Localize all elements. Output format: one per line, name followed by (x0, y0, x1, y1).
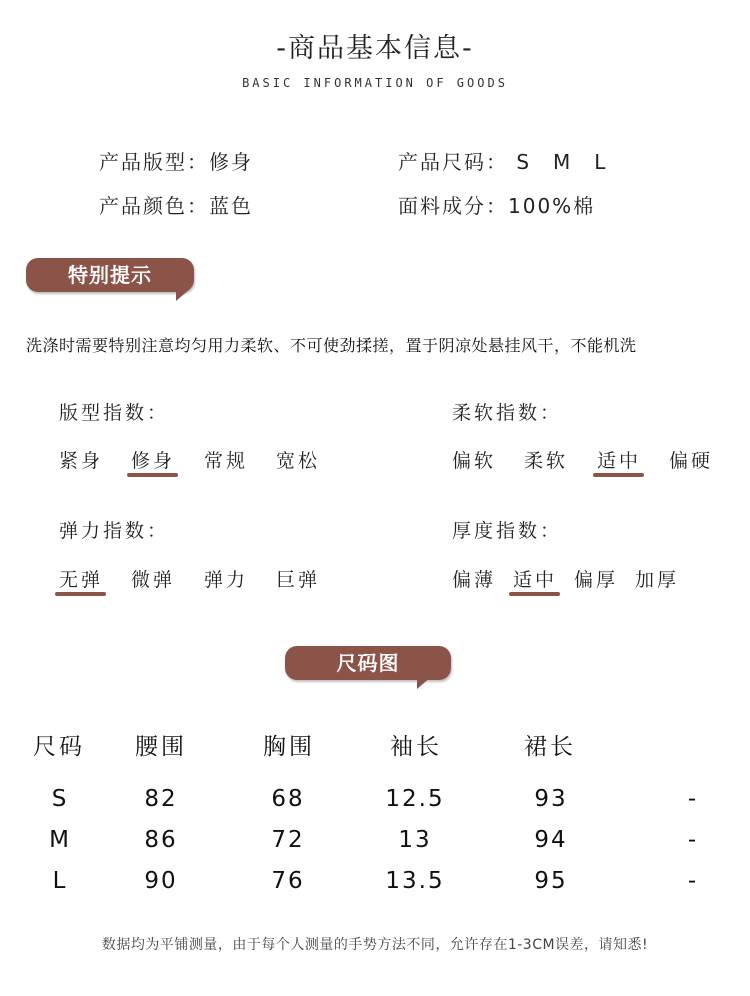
table-cell: 90 (144, 868, 178, 894)
page-subtitle: BASIC INFORMATION OF GOODS (242, 76, 508, 90)
table-cell: 82 (144, 786, 178, 812)
table-cell: 86 (144, 827, 178, 853)
special-notice-tag-label: 特别提示 (26, 258, 194, 292)
size-table-header: 胸围 (263, 734, 315, 760)
thickness-index-label: 厚度指数： (452, 520, 563, 542)
size-chart-tag-label: 尺码图 (285, 646, 451, 680)
table-cell: 68 (271, 786, 305, 812)
elasticity-option: 巨弹 (276, 569, 321, 591)
fit-option: 宽松 (276, 450, 321, 472)
table-cell: 13 (398, 827, 432, 853)
elasticity-option-selected: 无弹 (59, 569, 104, 591)
info-size: 产品尺码： S M L (398, 150, 608, 174)
table-cell: 94 (534, 827, 568, 853)
size-table-header: 腰围 (135, 734, 187, 760)
fit-option: 常规 (204, 450, 249, 472)
table-cell: - (687, 827, 699, 853)
table-cell: M (49, 827, 71, 853)
info-color: 产品颜色：蓝色 (99, 194, 253, 218)
size-table-header: 袖长 (390, 734, 442, 760)
thickness-option: 加厚 (635, 569, 680, 591)
fit-index-label: 版型指数： (59, 402, 170, 424)
softness-option-selected: 适中 (597, 450, 642, 472)
tag-tail-shape (417, 677, 431, 689)
size-table-header: 尺码 (33, 734, 85, 760)
thickness-selected-underline (509, 592, 560, 596)
table-cell: 76 (271, 868, 305, 894)
table-cell: L (52, 868, 68, 894)
measurement-note: 数据均为平铺测量，由于每个人测量的手势方法不同，允许存在1-3CM误差，请知悉! (101, 937, 649, 953)
table-cell: 13.5 (385, 868, 445, 894)
elasticity-selected-underline (55, 592, 106, 596)
fit-option-selected: 修身 (131, 450, 176, 472)
page-title: -商品基本信息- (276, 33, 474, 64)
softness-selected-underline (593, 473, 644, 477)
softness-option: 偏软 (452, 450, 497, 472)
table-cell: - (687, 786, 699, 812)
special-notice-tag (26, 258, 194, 292)
elasticity-option: 微弹 (131, 569, 176, 591)
softness-index-label: 柔软指数： (452, 402, 563, 424)
table-cell: 72 (271, 827, 305, 853)
table-cell: - (687, 868, 699, 894)
elasticity-index-label: 弹力指数： (59, 520, 170, 542)
tag-tail-shape (176, 289, 190, 301)
info-fit: 产品版型：修身 (99, 150, 253, 174)
thickness-option: 偏薄 (452, 569, 497, 591)
size-table-header: 裙长 (524, 734, 576, 760)
special-notice-text: 洗涤时需要特别注意均匀用力柔软、不可使劲揉搓，置于阴凉处悬挂风干，不能机洗 (26, 336, 637, 355)
softness-option: 偏硬 (669, 450, 714, 472)
table-cell: 93 (534, 786, 568, 812)
info-fabric: 面料成分：100%棉 (398, 194, 596, 218)
table-cell: 95 (534, 868, 568, 894)
fit-option: 紧身 (59, 450, 104, 472)
thickness-option: 偏厚 (574, 569, 619, 591)
elasticity-option: 弹力 (204, 569, 249, 591)
size-chart-tag (285, 646, 451, 680)
thickness-option-selected: 适中 (513, 569, 558, 591)
table-cell: 12.5 (385, 786, 445, 812)
fit-selected-underline (127, 473, 178, 477)
table-cell: S (51, 786, 69, 812)
softness-option: 柔软 (524, 450, 569, 472)
